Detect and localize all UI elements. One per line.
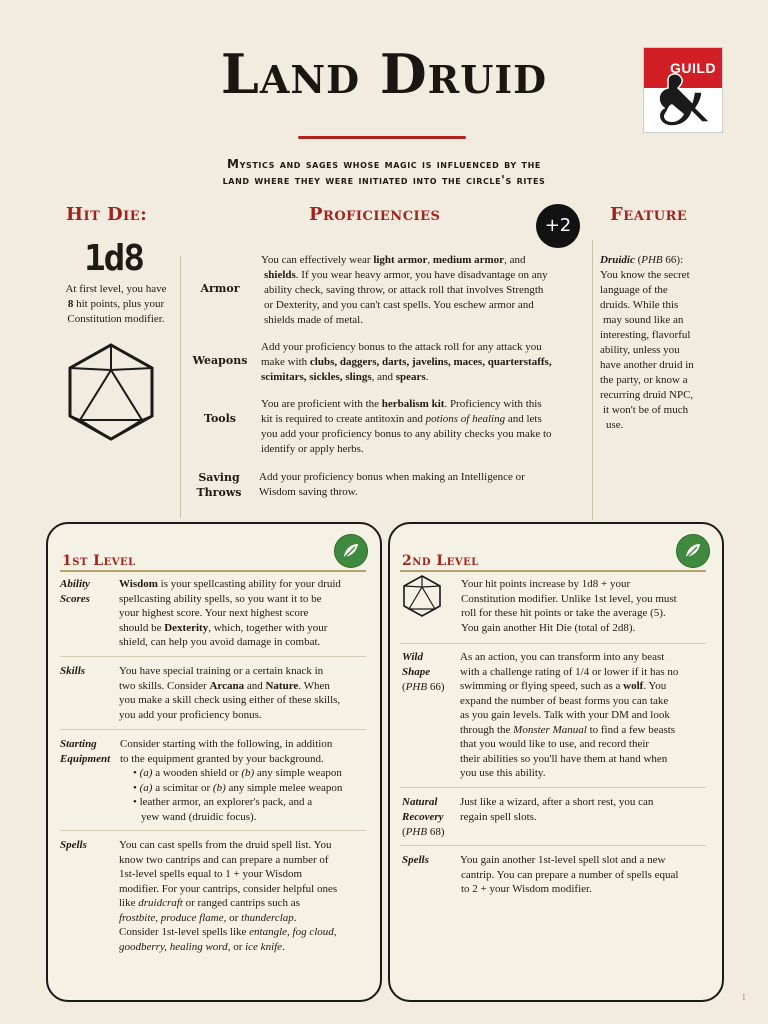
d8-die-icon <box>66 342 156 442</box>
hp-line-2: Constitution modifier. Unlike 1st level, you must <box>461 592 677 605</box>
hit-die-line-2 <box>54 297 178 312</box>
wild-line-2: with a challenge rating of 1/4 or lower if it has no <box>460 665 679 678</box>
tools-text-1: You are proficient with the <box>261 398 382 410</box>
wild-line-7: that you would like to use, and record their <box>460 738 650 750</box>
feature-line: have another druid in <box>600 359 694 371</box>
weapon-list-1: clubs, daggers, darts, javelins, maces, quarterstaffs, <box>309 356 552 368</box>
second-spells-text <box>460 853 712 897</box>
feature-line: recurring druid NPC, <box>600 389 694 401</box>
skills-label: Skills <box>60 665 86 677</box>
ref-book: PHB <box>405 826 428 838</box>
weapon-list-2: scimitars, sickles, slings <box>261 371 372 383</box>
weapons-line-1: Add your proficiency bonus to the attack roll for any attack you <box>261 341 542 353</box>
arcana: Arcana <box>209 679 245 692</box>
wild-text-6b: to find a few beasts <box>586 723 676 736</box>
armor-text-2: , <box>427 254 433 266</box>
logo-text: GUILD <box>670 60 717 76</box>
armor-label: Armor <box>200 282 240 295</box>
wolf: wolf <box>623 680 644 692</box>
nature: Nature <box>265 679 299 692</box>
natural-recovery-text <box>460 795 712 824</box>
hit-die-line-1: At first level, you have <box>65 283 167 295</box>
saving-throws-text <box>259 470 589 500</box>
feature-name: Druidic <box>600 254 635 266</box>
tools-label: Tools <box>204 412 236 425</box>
saving-throws-label <box>188 470 250 500</box>
ability-scores-text <box>119 577 369 650</box>
title-underline <box>298 136 466 139</box>
ability-line-3: your highest score. Your next highest score <box>119 607 309 619</box>
hp-line-3: roll for these hit points or take the average (5). <box>461 607 666 619</box>
light-armor: light armor <box>373 254 428 266</box>
wild-label-2: Shape <box>402 666 431 678</box>
equipment-line-1: Consider starting with the following, in addition <box>120 738 333 750</box>
column-divider-left <box>180 256 181 518</box>
hp-line-4: You gain another Hit Die (total of 2d8). <box>461 621 636 634</box>
spells-line-1: You can cast spells from the druid spell list. You <box>119 839 332 851</box>
equipment-bullet-2 <box>120 781 370 796</box>
monster-manual: Monster Manual <box>513 723 587 736</box>
spells-text-6b: . <box>293 911 297 924</box>
bullet-2-text: a scimitar or <box>152 781 213 794</box>
armor-text <box>261 253 591 328</box>
option-a: (a) <box>139 767 153 779</box>
ability-text-1: is your spellcasting ability for your druid <box>157 578 341 590</box>
weapons-label: Weapons <box>192 354 248 367</box>
ice-knife: ice knife <box>245 940 283 953</box>
spells2-line-2: cantrip. You can prepare a number of spells equal <box>461 868 679 881</box>
feature-line: the party, or know a <box>600 374 688 386</box>
feature-ref-a: ( <box>634 254 642 266</box>
ability-label-2: Scores <box>60 593 90 605</box>
thunderclap: thunderclap <box>241 911 294 924</box>
weapons-text-4: . <box>425 371 429 383</box>
bullet-2-text-2: any simple melee weapon <box>225 781 343 794</box>
weapons-text <box>261 340 591 385</box>
spears: spears <box>395 371 426 383</box>
potions-of-healing: potions of healing <box>425 413 506 425</box>
row-divider <box>400 643 706 644</box>
spells2-line-3: to 2 + your Wisdom modifier. <box>461 883 592 895</box>
medium-armor: medium armor <box>432 254 505 266</box>
subtitle <box>100 156 668 188</box>
equipment-bullet-3: • leather armor, an explorer's pack, and a <box>133 796 313 808</box>
feature-lines <box>600 268 740 433</box>
feature-line: ability, unless you <box>600 344 680 356</box>
ability-label-1: Ability <box>60 578 90 590</box>
row-divider <box>400 845 706 846</box>
option-b: (b) <box>212 781 226 794</box>
armor-text-3: , and <box>504 254 526 266</box>
feature-line: interesting, flavorful <box>600 329 691 341</box>
spells-line-2: know two cantrips and can prepare a number of <box>119 853 329 866</box>
column-divider-right <box>592 240 593 520</box>
option-a: (a) <box>139 781 153 794</box>
tools-text-4: and lets <box>505 413 542 425</box>
equipment-label-2: Equipment <box>60 753 111 765</box>
armor-line-4: or Dexterity, and you can't cast spells. You eschew armor and <box>264 299 534 311</box>
wild-label-1: Wild <box>402 651 423 663</box>
wild-shape-text <box>460 650 712 781</box>
spells-label: Spells <box>60 839 87 851</box>
recovery-label-2: Recovery <box>402 811 444 823</box>
druid-class-icon <box>676 534 710 568</box>
skills-line-4: you add your proficiency bonus. <box>119 708 262 721</box>
tools-text <box>261 397 591 457</box>
spells-line-3: 1st-level spells equal to 1 + your Wisdom <box>119 868 303 880</box>
starting-equipment-label <box>60 737 110 767</box>
wild-text-6: through the <box>460 723 514 736</box>
tools-text-3: kit is required to create antitoxin and <box>261 413 426 425</box>
bullet-1-text: a wooden shield or <box>152 767 242 779</box>
druid-class-icon <box>334 534 368 568</box>
skills-line-3: you make a skill check using either of these skills, <box>119 694 341 706</box>
feature-ref-page: 66): <box>662 254 684 266</box>
second-level-rule <box>400 570 706 572</box>
page-title: Land Druid <box>220 42 548 106</box>
starting-equipment-text <box>120 737 370 824</box>
skills-text-2: two skills. Consider <box>119 679 210 692</box>
subtitle-line-1: Mystics and sages whose magic is influenced by the <box>227 157 541 171</box>
weapons-text-3: , and <box>371 371 396 383</box>
feature-line: use. <box>606 419 624 431</box>
ability-text-4b: , which, together with your <box>208 621 328 634</box>
second-spells-label: Spells <box>402 854 429 866</box>
proficiencies-heading: Proficiencies <box>309 204 441 225</box>
proficiency-bonus-badge: +2 <box>536 204 580 248</box>
feature-line: druids. While this <box>600 299 679 311</box>
skills-text <box>119 664 369 722</box>
wild-line-8: their abilities so you'll have them at hand when <box>460 752 668 765</box>
row-divider <box>400 787 706 788</box>
spells2-line-1: You gain another 1st-level spell slot and a new <box>460 854 666 866</box>
saving-label-1: Saving <box>198 471 240 484</box>
natural-recovery-label <box>402 795 444 840</box>
subtitle-line-2: land where they were initiated into the circle's rites <box>222 173 546 187</box>
feature-line: language of the <box>600 284 668 296</box>
wild-line-4: expand the number of beast forms you can take <box>460 694 669 707</box>
equipment-bullet-3-cont: yew wand (druidic focus). <box>141 810 257 823</box>
feature-heading: Feature <box>610 204 688 225</box>
second-level-heading: 2nd Level <box>402 553 479 569</box>
feature-line: You know the secret <box>600 269 690 281</box>
feature-line: it won't be of much <box>603 404 689 416</box>
armor-text-4: . If you wear heavy armor, you have disadvantage on any <box>295 269 548 281</box>
hit-die-line-2-text: hit points, plus your <box>73 298 165 310</box>
wild-shape-label <box>402 650 444 695</box>
dexterity: Dexterity <box>164 621 209 634</box>
bullet: • <box>133 767 140 779</box>
ref-book: PHB <box>405 681 428 693</box>
ref-page: 68) <box>427 826 445 838</box>
wild-text-3: swimming or flying speed, such as a <box>460 680 624 692</box>
tools-line-4: identify or apply herbs. <box>261 443 364 455</box>
bullet: • <box>133 781 140 794</box>
page-number: 1 <box>741 992 746 1002</box>
guild-logo <box>643 47 723 133</box>
ability-line-2: spellcasting ability spells, so you want it to be <box>119 592 322 605</box>
hit-die-line-3: Constitution modifier. <box>67 313 165 325</box>
row-divider <box>60 656 366 657</box>
ref-page: 66) <box>427 681 445 693</box>
feature-ref-book: PHB <box>641 254 663 266</box>
wild-shape-ref <box>402 680 444 695</box>
spells-text-5: like <box>119 897 139 909</box>
spells-text-8b: . <box>282 940 285 953</box>
ability-text-4: should be <box>119 621 165 634</box>
skills-text-2b: and <box>244 679 266 692</box>
spells-text-7: Consider 1st-level spells like <box>119 926 250 938</box>
skills-text-2c: . When <box>298 679 330 692</box>
druidcraft: druidcraft <box>138 897 183 909</box>
first-level-heading: 1st Level <box>62 553 136 569</box>
tools-line-3: you add your proficiency bonus to any ability checks you make to <box>261 428 552 440</box>
ability-line-5: shield, can help you avoid damage in combat. <box>119 636 321 648</box>
ref-open: ( <box>402 681 406 693</box>
hit-die-text <box>54 282 178 327</box>
equipment-label-1: Starting <box>60 738 97 750</box>
weapons-text-2: make with <box>261 356 310 368</box>
d8-die-small-icon <box>402 574 442 618</box>
bullet-1-text-2: any simple weapon <box>254 767 342 779</box>
saving-line-1: Add your proficiency bonus when making an Intelligence or <box>259 471 525 483</box>
armor-line-3: ability check, saving throw, or attack roll that involves Strength <box>264 284 544 296</box>
feature-text <box>600 253 740 433</box>
spells-text-5b: or ranged cantrips such as <box>182 897 300 909</box>
tools-text-2: . Proficiency with this <box>444 398 542 410</box>
hit-die-value: 1d8 <box>84 238 144 279</box>
cantrip-list: frostbite, produce flame <box>119 911 224 924</box>
armor-text-1: You can effectively wear <box>261 254 374 266</box>
spell-list-2: goodberry, healing word <box>119 940 228 953</box>
row-divider <box>60 729 366 730</box>
ability-scores-label <box>60 577 90 607</box>
recovery-label-1: Natural <box>402 796 438 808</box>
feature-line: may sound like an <box>603 314 684 326</box>
spells-text <box>119 838 371 954</box>
spells-line-4: modifier. For your cantrips, consider helpful ones <box>119 882 338 895</box>
row-divider <box>60 830 366 831</box>
wild-line-9: you use this ability. <box>460 767 546 779</box>
wild-line-5: as you gain levels. Talk with your DM and look <box>460 709 670 721</box>
shields: shields <box>264 269 296 281</box>
spell-list-1: entangle, fog cloud, <box>249 926 337 938</box>
saving-label-2: Throws <box>196 486 242 499</box>
hp-line-1: Your hit points increase by 1d8 + your <box>461 578 631 590</box>
ref-open: ( <box>402 826 406 838</box>
armor-line-5: shields made of metal. <box>264 314 363 326</box>
equipment-bullet-1 <box>120 766 370 781</box>
recovery-line-2: regain spell slots. <box>460 810 537 823</box>
hit-die-heading: Hit Die: <box>66 204 148 225</box>
ampersand-dragon-icon <box>648 68 718 130</box>
recovery-line-1: Just like a wizard, after a short rest, you can <box>460 796 654 808</box>
wild-text-3b: . You <box>643 680 667 692</box>
natural-recovery-ref <box>402 825 444 840</box>
hit-points-value: 8 <box>67 298 74 310</box>
first-level-rule <box>60 570 366 572</box>
spells-text-6: , or <box>223 911 242 924</box>
herbalism-kit: herbalism kit <box>381 398 445 410</box>
option-b: (b) <box>241 767 255 779</box>
saving-line-2: Wisdom saving throw. <box>259 486 358 498</box>
wild-line-1: As an action, you can transform into any beast <box>460 651 665 663</box>
hit-points-text <box>461 577 711 635</box>
skills-line-1: You have special training or a certain knack in <box>119 665 324 677</box>
equipment-line-2: to the equipment granted by your background. <box>120 752 324 765</box>
wisdom: Wisdom <box>119 578 158 590</box>
spells-text-8: , or <box>227 940 246 953</box>
